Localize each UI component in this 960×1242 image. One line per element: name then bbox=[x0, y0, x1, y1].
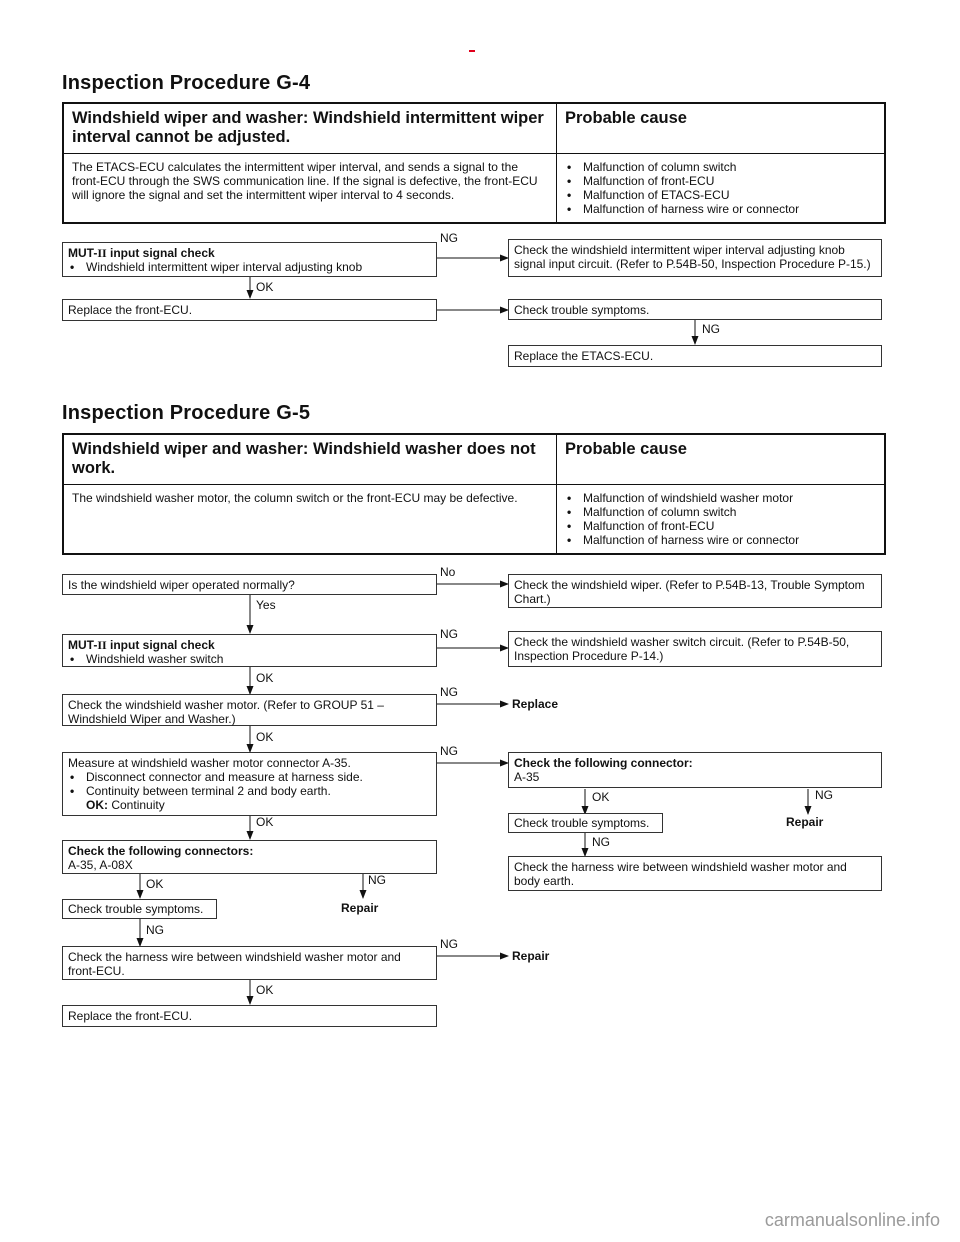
g5-trouble-r-box: Check trouble symptoms. bbox=[508, 813, 663, 833]
g5-ng-c-label: NG bbox=[440, 744, 458, 758]
g5-ok-criterion-label: OK: bbox=[86, 798, 108, 812]
g5-mut-check-box bbox=[62, 634, 437, 667]
g5-measure-title: Measure at windshield washer motor connector A-35. bbox=[68, 756, 351, 770]
g5-symptom: Windshield wiper and washer: Windshield washer does not work. bbox=[63, 434, 557, 485]
g5-ng-e-label: NG bbox=[592, 835, 610, 849]
g5-ok-criterion-value: Continuity bbox=[111, 798, 165, 812]
g4-mut-check-box bbox=[62, 242, 437, 277]
g5-check-conn-box bbox=[508, 752, 882, 788]
g5-check-wiper-box: Check the windshield wiper. (Refer to P.54B-13, Trouble Symptom Chart.) bbox=[508, 574, 882, 608]
watermark: carmanualsonline.info bbox=[764, 1210, 940, 1230]
g5-ng-d-label: NG bbox=[815, 788, 833, 802]
g5-ng-g-label: NG bbox=[146, 923, 164, 937]
g4-ng1-label: NG bbox=[440, 231, 458, 245]
g4-cause-item: • Malfunction of ETACS-ECU bbox=[565, 188, 876, 202]
g4-cause-item: • Malfunction of column switch bbox=[565, 160, 876, 174]
g5-ng-b-label: NG bbox=[440, 685, 458, 699]
g4-cause-item: • Malfunction of front-ECU bbox=[565, 174, 876, 188]
g5-repair-r-text: Repair bbox=[786, 815, 824, 829]
g5-ok-f-label: OK bbox=[256, 983, 274, 997]
g5-check-conn-title: Check the following connector: bbox=[514, 756, 693, 770]
g4-cause-item: • Malfunction of harness wire or connector bbox=[565, 202, 876, 216]
g5-repair-b-text: Repair bbox=[512, 949, 550, 963]
g5-yes-label: Yes bbox=[256, 598, 276, 612]
g4-ok1-label: OK bbox=[256, 280, 274, 294]
g5-cause-item: • Malfunction of column switch bbox=[565, 505, 876, 519]
g5-check-conn-value: A-35 bbox=[514, 770, 540, 784]
g5-harness-front-box: Check the harness wire between windshield washer motor and front-ECU. bbox=[62, 946, 437, 980]
g5-cause-table bbox=[62, 433, 886, 555]
g5-cause-list bbox=[557, 485, 886, 555]
g5-measure-item: • Disconnect connector and measure at harness side. bbox=[68, 770, 431, 784]
g4-ng2-label: NG bbox=[702, 322, 720, 336]
g5-replace-text: Replace bbox=[512, 697, 559, 711]
g5-no-label: No bbox=[440, 565, 456, 579]
g5-ok-b-label: OK bbox=[256, 730, 274, 744]
g5-description: The windshield washer motor, the column switch or the front-ECU may be defective. bbox=[63, 485, 557, 555]
g5-check-conns-value: A-35, A-08X bbox=[68, 858, 133, 872]
g5-mut-prefix: MUT- bbox=[68, 638, 98, 652]
g5-check-conns-box bbox=[62, 840, 437, 874]
g5-q-wiper-box: Is the windshield wiper operated normally? bbox=[62, 574, 437, 595]
g5-cause-item: • Malfunction of harness wire or connector bbox=[565, 533, 876, 547]
g4-check-knob-box: Check the windshield intermittent wiper interval adjusting knob signal input circuit. (Refer to P.54B-50, Inspection Procedure P-15.) bbox=[508, 239, 882, 277]
g5-mut-item: • Windshield washer switch bbox=[68, 652, 431, 666]
g4-replace-front-box: Replace the front-ECU. bbox=[62, 299, 437, 321]
g5-measure-item: • Continuity between terminal 2 and body earth. bbox=[68, 784, 431, 798]
g4-symptom: Windshield wiper and washer: Windshield intermittent wiper interval cannot be adjusted. bbox=[63, 103, 557, 154]
g4-description: The ETACS-ECU calculates the intermittent wiper interval, and sends a signal to the front-ECU through the SWS communication line. If the signal is defective, the front-ECU will ignore the signal and set the intermittent wiper interval to 4 seconds. bbox=[63, 154, 557, 224]
g5-measure-box bbox=[62, 752, 437, 816]
g5-cause-header: Probable cause bbox=[557, 434, 886, 485]
g5-cause-item: • Malfunction of windshield washer motor bbox=[565, 491, 876, 505]
g4-cause-header: Probable cause bbox=[557, 103, 886, 154]
g5-mut-roman: II bbox=[97, 638, 107, 652]
g5-harness-earth-box: Check the harness wire between windshield washer motor and body earth. bbox=[508, 856, 882, 891]
g4-mut-roman: II bbox=[97, 246, 107, 260]
g5-replace-front-box: Replace the front-ECU. bbox=[62, 1005, 437, 1027]
g5-ok-c-label: OK bbox=[592, 790, 610, 804]
g5-ng-f-label: NG bbox=[368, 873, 386, 887]
g4-mut-prefix: MUT- bbox=[68, 246, 98, 260]
g5-ok-e-label: OK bbox=[146, 877, 164, 891]
g5-ok-d-label: OK bbox=[256, 815, 274, 829]
g5-ok-a-label: OK bbox=[256, 671, 274, 685]
g5-ng-h-label: NG bbox=[440, 937, 458, 951]
g5-repair-l-text: Repair bbox=[341, 901, 379, 915]
g5-check-conns-title: Check the following connectors: bbox=[68, 844, 254, 858]
g5-trouble-l-box: Check trouble symptoms. bbox=[62, 899, 217, 919]
g4-title: Inspection Procedure G-4 bbox=[62, 72, 311, 94]
g4-mut-suffix: input signal check bbox=[106, 246, 215, 260]
g5-cause-item: • Malfunction of front-ECU bbox=[565, 519, 876, 533]
g5-mut-suffix: input signal check bbox=[106, 638, 215, 652]
g4-mut-item: • Windshield intermittent wiper interval adjusting knob bbox=[68, 260, 431, 274]
g4-replace-etacs-box: Replace the ETACS-ECU. bbox=[508, 345, 882, 367]
g5-check-switch-box: Check the windshield washer switch circuit. (Refer to P.54B-50, Inspection Procedure P-14.) bbox=[508, 631, 882, 667]
g5-check-motor-box: Check the windshield washer motor. (Refer to GROUP 51 – Windshield Wiper and Washer.) bbox=[62, 694, 437, 726]
g5-ng-a-label: NG bbox=[440, 627, 458, 641]
g5-title: Inspection Procedure G-5 bbox=[62, 402, 311, 424]
g4-trouble-box: Check trouble symptoms. bbox=[508, 299, 882, 320]
